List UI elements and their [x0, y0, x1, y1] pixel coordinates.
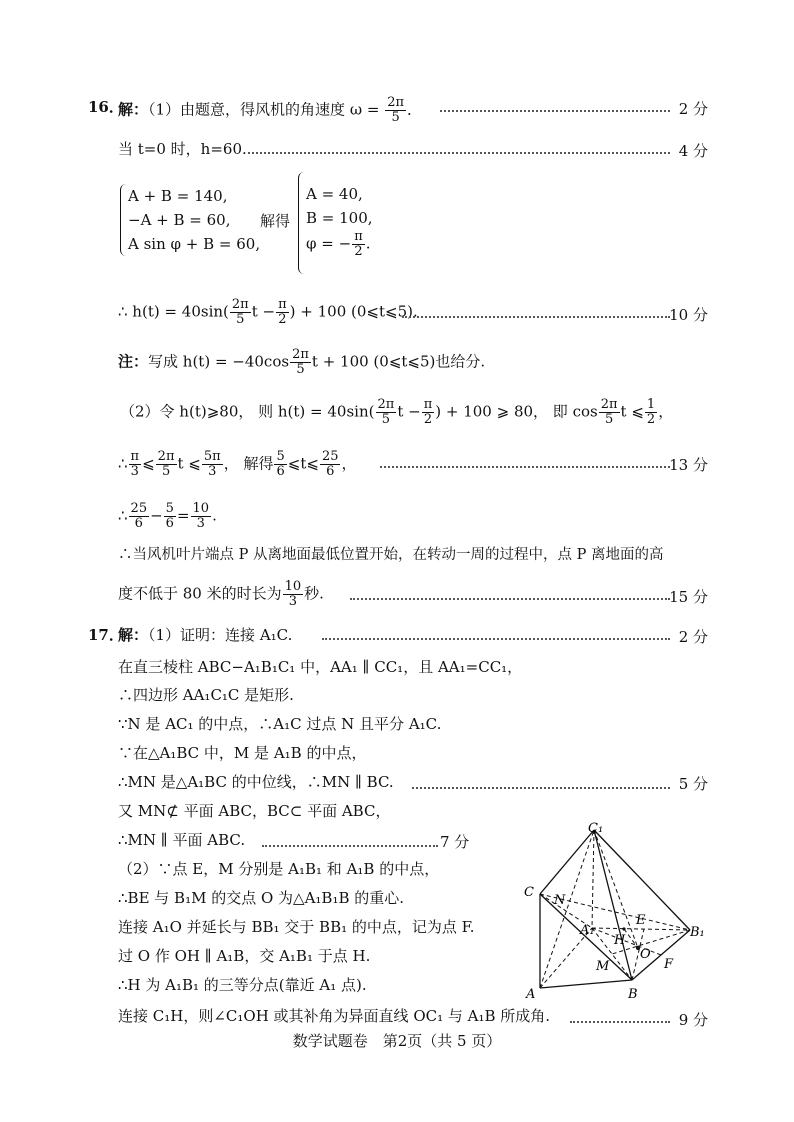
score-label: 15 分 [669, 588, 708, 606]
q16-l1-text: 解：（1）由题意，得风机的角速度 ω = $\frac{2\pi}{5}$ ． [118, 95, 423, 125]
q16-note: 注：写成 h(t) = −40cos $\frac{2\pi}{5}$ t + 100 (0⩽t⩽5)也给分. [118, 347, 486, 377]
fraction: $\frac{2\pi}{5}$ [387, 95, 405, 125]
score-label: 2 分 [678, 628, 708, 646]
jiede-label: 解得 [260, 212, 291, 230]
q17-number: 17． [88, 626, 124, 644]
q16-l5-text: ∴ $\frac{\pi}{3}$ ⩽ $\frac{2\pi}{5}$ t ⩽ $\frac{5\pi}{3}$ ， 解得 $\frac{5}{6}$ ⩽t⩽ $\frac{25}{6}$ ， [118, 449, 357, 479]
page-footer: 数学试题卷 第2页（共 5 页） [292, 1032, 502, 1050]
q17-l5-text: ∵在△A₁BC 中，M 是 A₁B 的中点， [118, 744, 367, 762]
label-H: H [614, 933, 626, 948]
q16-l2-text: 当 t=0 时，h=60. [118, 140, 247, 158]
dot-leader [570, 1021, 670, 1023]
q17-l8-text: ∴MN ∥ 平面 ABC. [118, 831, 246, 849]
score-label: 4 分 [678, 142, 708, 160]
dot-leader [322, 638, 670, 640]
label-N: N [554, 893, 566, 908]
dot-leader [262, 845, 438, 847]
q17-l9-text: （2）∵点 E，M 分别是 A₁B₁ 和 A₁B 的中点， [118, 860, 440, 878]
q16-l6-text: ∴ $\frac{25}{6}$ − $\frac{5}{6}$ = $\frac{10}{3}$ . [118, 501, 217, 531]
q16-l8-text: 度不低于 80 米的时长为 $\frac{10}{3}$ 秒. [118, 579, 324, 609]
q17-l13-text: ∴H 为 A₁B₁ 的三等分点(靠近 A₁ 点). [118, 976, 367, 994]
q17-l14-text: 连接 C₁H，则∠C₁OH 或其补角为异面直线 OC₁ 与 A₁B 所成角. [118, 1007, 551, 1025]
score-label: 5 分 [678, 775, 708, 793]
label-M: M [596, 959, 610, 974]
dot-leader [350, 598, 670, 600]
dot-leader [402, 316, 670, 318]
dot-leader [440, 110, 670, 112]
q17-l3-text: ∴四边形 AA₁C₁C 是矩形. [118, 686, 294, 704]
label-F: F [664, 957, 674, 972]
q17-l6-text: ∴MN 是△A₁BC 的中位线，∴MN ∥ BC. [118, 773, 394, 791]
dot-leader [380, 466, 670, 468]
q16-l7-text: ∴当风机叶片端点 P 从离地面最低位置开始，在转动一周的过程中，点 P 离地面的高 [118, 547, 664, 563]
label-A: A [526, 987, 536, 1002]
q16-l4-text: （2）令 h(t)⩾80， 则 h(t) = 40sin( $\frac{2\pi}{5}$ t − $\frac{\pi}{2}$ ) + 100 ⩾ 80， 即 cos $\frac{2\pi}{5}$ t ⩽ $\frac{1}{2}$ ， [120, 397, 674, 427]
label-O: O [640, 947, 651, 962]
left-brace [120, 184, 127, 256]
score-label: 7 分 [440, 833, 470, 851]
label-B1: B₁ [690, 925, 705, 940]
q16-l3-text: ∴ h(t) = 40sin( $\frac{2\pi}{5}$ t − $\frac{\pi}{2}$ ) + 100 (0⩽t⩽5). [118, 297, 418, 327]
label-A1: A₁ [580, 923, 595, 938]
label-C1: C₁ [588, 821, 604, 836]
equation-system-1: A + B = 140, −A + B = 60, A sin φ + B = 60, [128, 187, 261, 253]
q17-l7-text: 又 MN⊄ 平面 ABC，BC⊂ 平面 ABC， [118, 802, 391, 820]
score-label: 9 分 [678, 1011, 708, 1029]
q17-l10-text: ∴BE 与 B₁M 的交点 O 为△A₁B₁B 的重心. [118, 889, 405, 907]
left-brace [298, 172, 305, 274]
equation-system-2: A = 40, B = 100, φ = − $\frac{\pi}{2}$ . [306, 185, 373, 259]
score-label: 10 分 [669, 306, 708, 324]
q17-l1-text: 解：（1）证明：连接 A₁C. [118, 626, 293, 644]
score-label: 2 分 [678, 100, 708, 118]
prism-figure [518, 818, 718, 1008]
score-label: 13 分 [669, 456, 708, 474]
label-B: B [628, 987, 638, 1002]
dot-leader [412, 787, 670, 789]
label-C: C [524, 885, 534, 900]
q17-l4-text: ∵N 是 AC₁ 的中点，∴A₁C 过点 N 且平分 A₁C. [118, 715, 442, 733]
q17-l11-text: 连接 A₁O 并延长与 BB₁ 交于 BB₁ 的中点，记为点 F. [118, 918, 475, 936]
q17-l2-text: 在直三棱柱 ABC−A₁B₁C₁ 中，AA₁ ∥ CC₁，且 AA₁=CC₁， [118, 658, 523, 676]
q16-number: 16． [88, 98, 124, 116]
dot-leader [248, 152, 670, 154]
label-E: E [636, 913, 646, 928]
q17-l12-text: 过 O 作 OH ∥ A₁B，交 A₁B₁ 于点 H. [118, 947, 371, 965]
